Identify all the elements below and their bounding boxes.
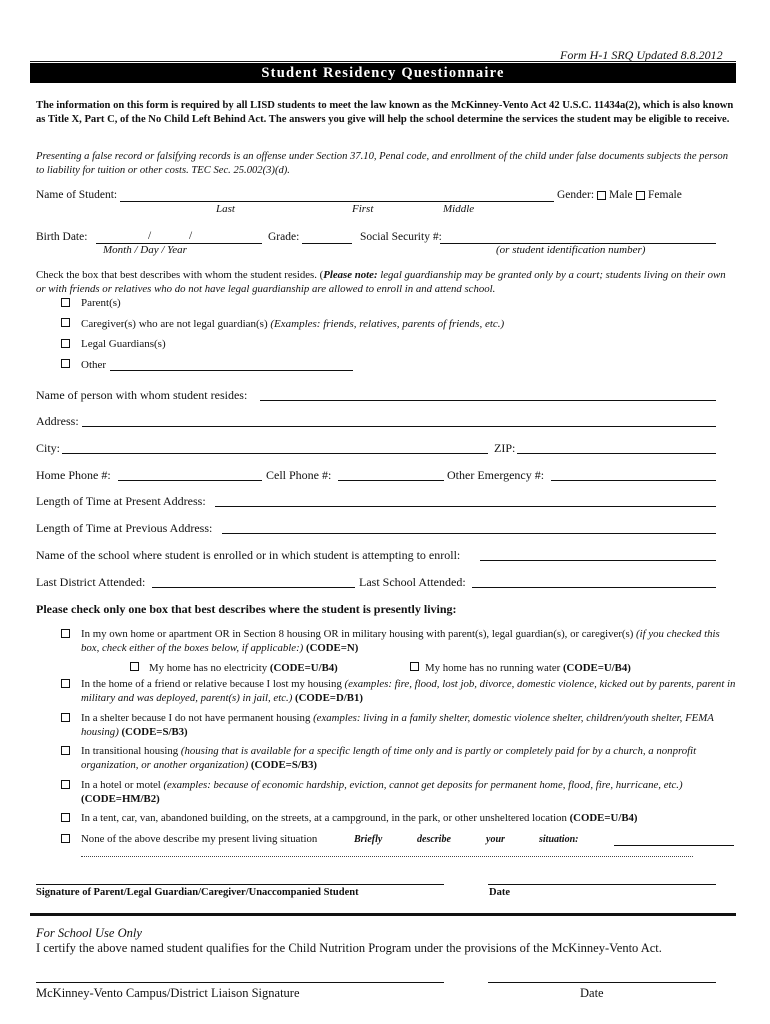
no-electricity-text bbox=[149, 662, 338, 674]
ssn-hint: (or student identification number) bbox=[496, 244, 646, 256]
friend-home-text bbox=[81, 678, 736, 705]
emergency-label: Other Emergency #: bbox=[447, 468, 545, 482]
shelter-examples: (examples: living in a family shelter, domestic violence shelter, children/youth shelter, FEMA housing) bbox=[81, 712, 714, 738]
transitional-label: In transitional housing bbox=[81, 745, 181, 757]
hotel-examples: (examples: because of economic hardship, eviction, cannot get deposits for permanent home, flood, fire, hurricane, etc.) bbox=[163, 779, 683, 791]
no-water-label: My home has no running water bbox=[425, 662, 563, 674]
male-checkbox[interactable] bbox=[597, 191, 606, 200]
last-district-label: Last District Attended: bbox=[36, 575, 146, 589]
student-name-field[interactable] bbox=[120, 201, 554, 202]
home-phone-label: Home Phone #: bbox=[36, 468, 111, 482]
none-checkbox[interactable] bbox=[61, 834, 70, 843]
liaison-date-field[interactable] bbox=[488, 982, 716, 983]
present-address-field[interactable] bbox=[215, 506, 716, 507]
caregivers-label bbox=[81, 318, 504, 330]
student-name-label: Name of Student: bbox=[36, 189, 118, 201]
friend-home-examples: (examples: fire, flood, lost job, divorce, domestic violence, kicked out by parents, parent in military and was deployed, parent(s) in jail, etc.) bbox=[81, 678, 736, 704]
last-school-field[interactable] bbox=[472, 587, 716, 588]
male-label: Male bbox=[609, 189, 633, 201]
unsheltered-label: In a tent, car, van, abandoned building, on the streets, at a campground, in the park, or other unsheltered location bbox=[81, 812, 570, 824]
unsheltered-code: (CODE=U/B4) bbox=[569, 812, 638, 824]
ssn-label: Social Security #: bbox=[360, 231, 442, 243]
address-label: Address: bbox=[36, 414, 79, 428]
friend-home-code: (CODE=D/B1) bbox=[292, 691, 363, 704]
address-field[interactable] bbox=[82, 426, 716, 427]
friend-home-label: In the home of a friend or relative because I lost my housing bbox=[81, 678, 345, 690]
living-heading: Please check only one box that best describes where the student is presently living: bbox=[36, 602, 457, 616]
first-hint: First bbox=[352, 203, 374, 215]
own-home-instruction: (if you checked this box, check either of the boxes below, if applicable:) bbox=[81, 628, 720, 654]
city-field[interactable] bbox=[62, 453, 488, 454]
birth-date-hint: Month / Day / Year bbox=[103, 244, 187, 256]
legal-guardians-label: Legal Guardians(s) bbox=[81, 338, 166, 350]
signature-date-field[interactable] bbox=[488, 884, 716, 885]
city-label: City: bbox=[36, 441, 61, 455]
transitional-code: (CODE=S/B3) bbox=[248, 758, 318, 771]
other-field[interactable] bbox=[110, 370, 353, 371]
hotel-checkbox[interactable] bbox=[61, 780, 70, 789]
situation-word: situation: bbox=[539, 834, 579, 845]
previous-address-label: Length of Time at Previous Address: bbox=[36, 521, 213, 535]
school-use-heading: For School Use Only bbox=[36, 926, 142, 940]
home-phone-field[interactable] bbox=[118, 480, 262, 481]
female-checkbox[interactable] bbox=[636, 191, 645, 200]
none-label: None of the above describe my present living situation bbox=[81, 833, 318, 845]
intro-paragraph: The information on this form is required by all LISD students to meet the law known as the McKinney-Vento Act 42 U.S.C. 11434a(2), which is also known as Title X, Part C, of the No Child Left Behind Act. The answers you give will help the school determine the services the student may be eligible to receive. bbox=[36, 100, 734, 125]
resides-person-label: Name of person with whom student resides: bbox=[36, 388, 248, 402]
school-field[interactable] bbox=[480, 560, 716, 561]
own-home-label: In my own home or apartment OR in Section 8 housing OR in military housing with parent(s), legal guardian(s), or caregiver(s) bbox=[81, 628, 637, 640]
own-home-code: (CODE=N) bbox=[305, 641, 359, 654]
friend-home-checkbox[interactable] bbox=[61, 679, 70, 688]
liaison-date-label: Date bbox=[580, 986, 604, 1000]
middle-hint: Middle bbox=[443, 203, 475, 215]
emergency-field[interactable] bbox=[551, 480, 716, 481]
parents-checkbox[interactable] bbox=[61, 298, 70, 307]
shelter-label: In a shelter because I do not have permanent housing bbox=[81, 712, 314, 724]
shelter-code: (CODE=S/B3) bbox=[118, 725, 188, 738]
grade-field[interactable] bbox=[302, 243, 352, 244]
hotel-label: In a hotel or motel bbox=[81, 779, 164, 791]
warning-paragraph: Presenting a false record or falsifying records is an offense under Section 37.10, Penal code, and enrollment of the child under false documents subjects the person to liability for tuition or other costs. TEC Sec. 25.002(3)(d). bbox=[36, 151, 729, 176]
no-electricity-checkbox[interactable] bbox=[130, 662, 139, 671]
own-home-checkbox[interactable] bbox=[61, 629, 70, 638]
transitional-text bbox=[81, 745, 736, 772]
shelter-checkbox[interactable] bbox=[61, 713, 70, 722]
unsheltered-checkbox[interactable] bbox=[61, 813, 70, 822]
other-checkbox[interactable] bbox=[61, 359, 70, 368]
cell-phone-label: Cell Phone #: bbox=[266, 468, 332, 482]
female-label: Female bbox=[648, 189, 682, 201]
own-home-text bbox=[81, 628, 736, 655]
birth-slash-2: / bbox=[189, 230, 193, 242]
no-water-code: (CODE=U/B4) bbox=[562, 662, 631, 674]
signature-date-label: Date bbox=[489, 887, 510, 898]
no-electricity-label: My home has no electricity bbox=[149, 662, 270, 674]
legal-guardians-checkbox[interactable] bbox=[61, 339, 70, 348]
transitional-checkbox[interactable] bbox=[61, 746, 70, 755]
resides-prompt-plain: Check the box that best describes with whom the student resides. ( bbox=[36, 269, 324, 281]
grade-label: Grade: bbox=[268, 231, 300, 243]
unsheltered-text bbox=[81, 812, 638, 824]
zip-field[interactable] bbox=[517, 453, 716, 454]
resides-person-field[interactable] bbox=[260, 400, 716, 401]
other-label: Other bbox=[81, 359, 107, 371]
form-id: Form H-1 SRQ Updated 8.8.2012 bbox=[560, 48, 723, 62]
page-title: Student Residency Questionnaire bbox=[30, 63, 736, 83]
zip-label: ZIP: bbox=[494, 441, 516, 455]
certify-text: I certify the above named student qualifies for the Child Nutrition Program under the provisions of the McKinney-Vento Act. bbox=[36, 941, 662, 955]
parents-label: Parent(s) bbox=[81, 297, 121, 309]
birth-date-label: Birth Date: bbox=[36, 231, 88, 243]
liaison-signature-label: McKinney-Vento Campus/District Liaison Signature bbox=[36, 986, 300, 1000]
cell-phone-field[interactable] bbox=[338, 480, 444, 481]
last-school-label: Last School Attended: bbox=[359, 575, 466, 589]
birth-slash-1: / bbox=[148, 230, 152, 242]
no-electricity-code: (CODE=U/B4) bbox=[269, 662, 338, 674]
previous-address-field[interactable] bbox=[222, 533, 716, 534]
resides-prompt bbox=[36, 268, 736, 296]
school-label: Name of the school where student is enrolled or in which student is attempting to enroll: bbox=[36, 548, 461, 562]
caregivers-examples: (Examples: friends, relatives, parents of friends, etc.) bbox=[270, 318, 505, 330]
liaison-signature-field[interactable] bbox=[36, 982, 444, 983]
last-district-field[interactable] bbox=[152, 587, 355, 588]
gender-label: Gender: bbox=[557, 189, 595, 201]
shelter-text bbox=[81, 712, 736, 739]
no-water-text bbox=[425, 662, 631, 674]
last-hint: Last bbox=[216, 203, 235, 215]
signature-field[interactable] bbox=[36, 884, 444, 885]
your-word: your bbox=[486, 834, 505, 845]
hotel-text bbox=[81, 779, 736, 806]
signature-label: Signature of Parent/Legal Guardian/Caregiver/Unaccompanied Student bbox=[36, 887, 359, 898]
header-rule bbox=[30, 61, 736, 62]
caregivers-text: Caregiver(s) who are not legal guardian(s) bbox=[81, 318, 271, 330]
resides-prompt-note: Please note: bbox=[323, 269, 378, 281]
resides-prompt-rest: legal guardianship may be granted only by a court; students living on their own or with friends or relatives who do not have legal guardianship are allowed to enroll in and attend school. bbox=[36, 269, 726, 295]
section-divider bbox=[30, 913, 736, 916]
hotel-code: (CODE=HM/B2) bbox=[81, 792, 160, 805]
caregivers-checkbox[interactable] bbox=[61, 318, 70, 327]
briefly-word: Briefly bbox=[354, 834, 383, 845]
present-address-label: Length of Time at Present Address: bbox=[36, 494, 206, 508]
situation-field-line-2[interactable] bbox=[81, 856, 693, 857]
situation-field[interactable] bbox=[614, 845, 734, 846]
transitional-examples: (housing that is available for a specific length of time only and is partly or completely paid for by a church, a nonprofit organization, or another organization) bbox=[81, 745, 697, 771]
describe-word: describe bbox=[417, 834, 451, 845]
no-water-checkbox[interactable] bbox=[410, 662, 419, 671]
